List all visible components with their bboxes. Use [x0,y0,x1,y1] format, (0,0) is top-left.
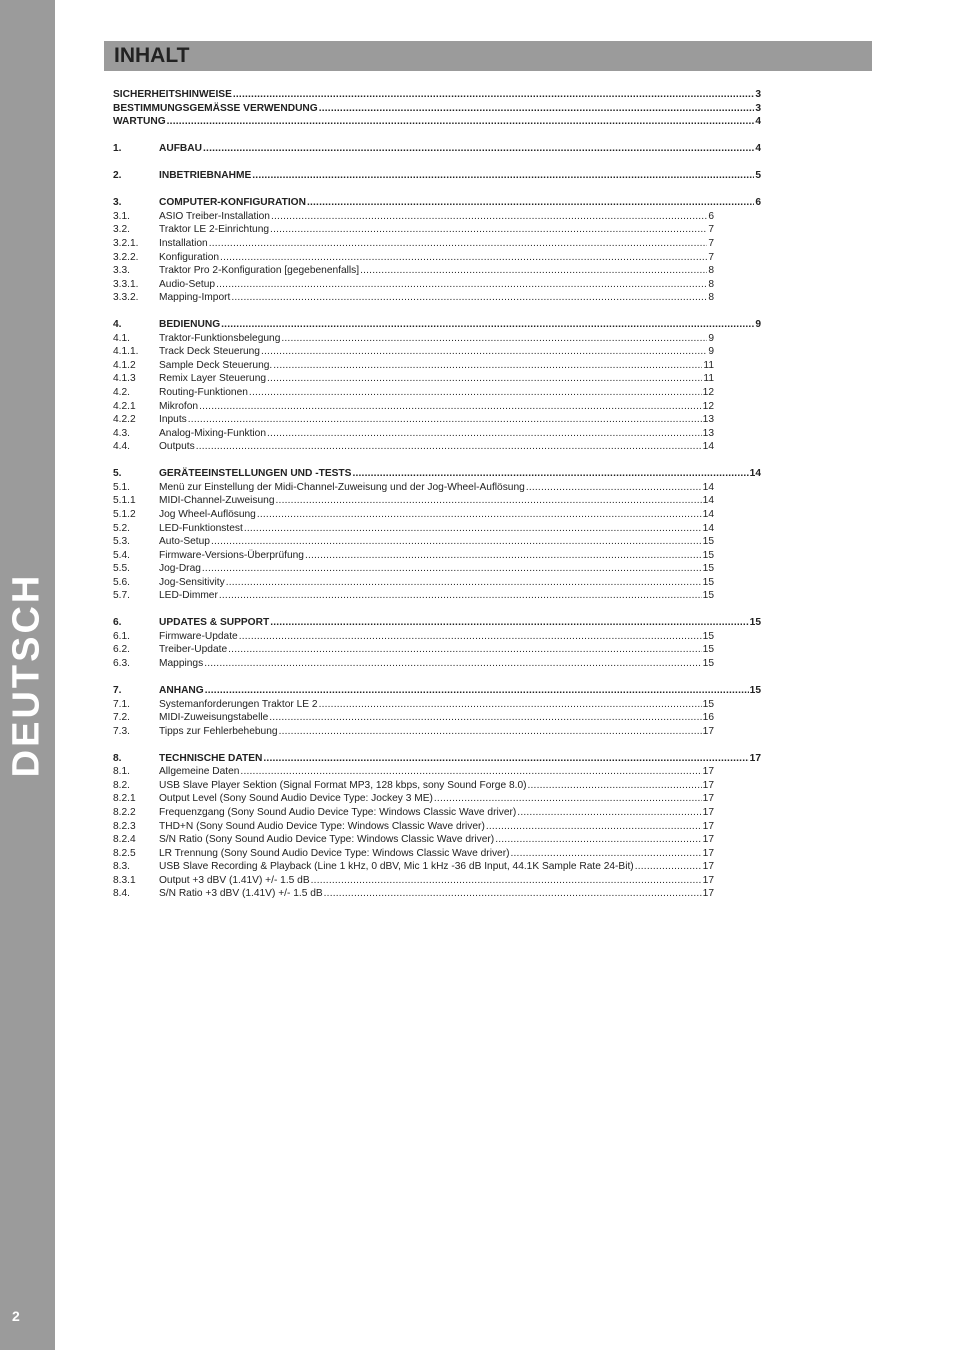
toc-entry[interactable] [113,400,714,414]
toc-entry-title: Traktor LE 2-Einrichtung [159,224,270,236]
toc-entry-title: Output Level (Sony Sound Audio Device Type: Jockey 3 ME) [159,793,433,805]
toc-entry-title: Treiber-Update [159,644,228,656]
toc-dot-leader [305,549,702,563]
toc-dot-leader [188,413,702,427]
toc-entry-page: 17 [702,806,714,818]
toc-dot-leader [228,643,702,657]
toc-entry-page: 15 [702,644,714,656]
toc-entry-number: 2. [113,170,122,182]
toc-entry-page: 9 [708,332,714,344]
toc-dot-leader [267,372,702,386]
toc-entry[interactable] [113,278,714,292]
toc-entry-number: 5.2. [113,522,130,534]
toc-entry-page: 8 [708,265,714,277]
toc-entry-number: 4.1.3 [113,373,136,385]
toc-dot-leader [202,562,702,576]
toc-entry[interactable] [113,264,714,278]
toc-entry-title: Installation [159,238,208,250]
toc-entry-page: 13 [702,427,714,439]
toc-dot-leader [220,251,707,265]
page-number: 2 [12,1308,20,1324]
toc-dot-leader [226,576,702,590]
toc-entry-page: 15 [749,617,761,629]
toc-entry-title: S/N Ratio +3 dBV (1.41V) +/- 1.5 dB [159,888,323,900]
toc-entry-page: 17 [702,779,714,791]
toc-entry[interactable] [113,820,714,834]
toc-entry-title: SICHERHEITSHINWEISE [113,89,232,100]
toc-entry-number: 3.2. [113,224,130,236]
toc-entry-number: 8.2.1 [113,793,136,805]
toc-entry-number: 6.1. [113,630,130,642]
toc-dot-leader [209,237,708,251]
toc-entry-title: ASIO Treiber-Installation [159,210,270,222]
toc-entry-page: 5 [755,170,761,182]
toc-entry[interactable] [113,765,714,779]
toc-entry-title: BESTIMMUNGSGEMÄSSE VERWENDUNG [113,102,318,114]
toc-dot-leader [233,88,754,102]
toc-entry-number: 3.3.2. [113,292,139,304]
toc-dot-leader [270,223,707,237]
toc-entry-number: 4.1. [113,332,130,344]
toc-entry-title: Traktor Pro 2-Konfiguration [gegebenenfalls] [159,265,360,277]
toc-entry-title: UPDATES & SUPPORT [159,617,270,629]
toc-entry-page: 17 [702,820,714,832]
toc-entry-page: 15 [702,549,714,561]
toc-entry-title: AUFBAU [159,143,203,155]
toc-dot-leader [239,630,702,644]
toc-entry-number: 4.3. [113,427,130,439]
toc-entry[interactable] [113,88,761,102]
toc-entry-title: Menü zur Einstellung der Midi-Channel-Zuweisung und der Jog-Wheel-Auflösung [159,481,525,493]
toc-entry-title: S/N Ratio (Sony Sound Audio Device Type: Windows Classic Wave driver) [159,834,495,846]
toc-entry[interactable] [113,386,714,400]
language-label: DEUTSCH [5,572,48,778]
toc-entry-title: Firmware-Update [159,630,238,642]
toc-entry-page: 17 [702,766,714,778]
toc-entry-number: 5.6. [113,576,130,588]
toc-dot-leader [281,332,707,346]
toc-entry[interactable] [113,372,714,386]
toc-entry-number: 4. [113,319,122,331]
toc-entry[interactable] [113,332,714,346]
section-header [104,41,872,71]
toc-entry-page: 6 [755,197,761,209]
toc-entry[interactable] [113,576,714,590]
toc-dot-leader [203,142,754,156]
language-sidebar [0,0,55,1350]
toc-entry-page: 7 [708,238,714,250]
toc-entry[interactable] [113,413,714,427]
toc-dot-leader [211,535,702,549]
toc-entry-number: 7.2. [113,712,130,724]
toc-dot-leader [324,887,702,901]
toc-entry-page: 4 [755,143,761,155]
toc-entry[interactable] [113,535,714,549]
toc-entry-title: Mikrofon [159,400,199,412]
toc-entry[interactable] [113,725,714,739]
toc-dot-leader [196,440,702,454]
toc-entry[interactable] [113,806,714,820]
toc-entry-page: 15 [702,698,714,710]
toc-entry-page: 11 [703,373,714,385]
toc-dot-leader [219,589,702,603]
toc-dot-leader [269,711,701,725]
toc-entry-title: Output +3 dBV (1.41V) +/- 1.5 dB [159,874,310,886]
toc-entry-title: ANHANG [159,685,204,697]
toc-entry-page: 17 [702,793,714,805]
toc-entry-page: 4 [755,116,761,128]
toc-entry-page: 14 [702,508,714,520]
toc-entry-number: 4.1.1. [113,346,139,358]
toc-entry-title: THD+N (Sony Sound Audio Device Type: Windows Classic Wave driver) [159,820,485,832]
toc-entry-number: 5.7. [113,590,130,602]
toc-entry[interactable] [113,291,714,305]
toc-entry-number: 3.2.2. [113,251,139,263]
toc-entry-page: 6 [708,210,714,222]
toc-dot-leader [271,210,707,224]
toc-entry-title: Mapping-Import [159,292,231,304]
toc-entry[interactable] [113,847,714,861]
toc-entry-title: Routing-Funktionen [159,387,248,399]
toc-entry-number: 6. [113,617,122,629]
toc-entry-page: 14 [702,441,714,453]
toc-entry-page: 14 [702,522,714,534]
toc-entry-number: 5. [113,468,122,480]
toc-entry-title: Auto-Setup [159,536,210,548]
toc-dot-leader [221,318,754,332]
toc-entry-title: Allgemeine Daten [159,766,240,778]
toc-entry-page: 14 [702,481,714,493]
toc-dot-leader [495,833,701,847]
toc-entry[interactable] [113,169,761,183]
toc-dot-leader [307,196,754,210]
toc-entry-number: 3.3.1. [113,278,139,290]
toc-entry-number: 8.3.1 [113,874,136,886]
toc-entry-title: INBETRIEBNAHME [159,170,252,182]
toc-entry-title: TECHNISCHE DATEN [159,752,263,764]
toc-entry-number: 7. [113,685,122,697]
toc-entry-number: 3.3. [113,265,130,277]
toc-entry[interactable] [113,237,714,251]
toc-entry-number: 3. [113,197,122,209]
page-title: INHALT [114,44,190,67]
toc-entry[interactable] [113,481,714,495]
toc-entry-number: 5.1.1 [113,495,136,507]
toc-entry-title: Konfiguration [159,251,220,263]
toc-entry[interactable] [113,223,714,237]
toc-entry-number: 5.5. [113,563,130,575]
toc-entry[interactable] [113,142,761,156]
toc-entry-number: 1. [113,143,122,155]
toc-entry-title: Frequenzgang (Sony Sound Audio Device Type: Windows Classic Wave driver) [159,806,517,818]
toc-dot-leader [273,359,702,373]
toc-entry-page: 9 [755,319,761,331]
toc-entry-page: 7 [708,224,714,236]
toc-entry-number: 8. [113,752,122,764]
toc-entry-number: 4.4. [113,441,130,453]
toc-entry-page: 9 [708,346,714,358]
toc-dot-leader [352,467,748,481]
toc-dot-leader [434,792,702,806]
toc-entry-page: 15 [702,576,714,588]
toc-entry[interactable] [113,345,714,359]
toc-entry-number: 8.2.4 [113,834,136,846]
toc-entry-number: 4.2.2 [113,414,136,426]
toc-entry[interactable] [113,467,761,481]
toc-entry-title: Track Deck Steuerung [159,346,260,358]
toc-dot-leader [319,698,702,712]
toc-dot-leader [276,494,702,508]
toc-entry[interactable] [113,684,761,698]
toc-dot-leader [216,278,707,292]
toc-entry-page: 3 [755,102,761,114]
toc-dot-leader [240,765,701,779]
toc-entry-title: Mappings [159,657,204,669]
toc-entry[interactable] [113,210,714,224]
toc-entry-title: USB Slave Recording & Playback (Line 1 kHz, 0 dBV, Mic 1 kHz -36 dB Input, 44.1K Sample Rate 24-Bit) [159,861,634,873]
toc-entry[interactable] [113,833,714,847]
toc-entry[interactable] [113,779,714,793]
toc-entry-title: Audio-Setup [159,278,216,290]
toc-dot-leader [486,820,702,834]
toc-entry-number: 3.2.1. [113,238,139,250]
toc-entry-title: MIDI-Zuweisungstabelle [159,712,269,724]
toc-entry-number: 8.4. [113,888,130,900]
toc-entry-page: 11 [703,359,714,371]
toc-entry-number: 8.3. [113,861,130,873]
toc-entry[interactable] [113,318,761,332]
toc-entry-title: Analog-Mixing-Funktion [159,427,267,439]
toc-entry-number: 3.1. [113,210,130,222]
toc-entry[interactable] [113,115,761,129]
toc-entry-number: 4.2.1 [113,400,136,412]
toc-entry-title: LED-Funktionstest [159,522,243,534]
toc-entry-page: 14 [749,468,761,480]
toc-entry-page: 15 [749,685,761,697]
toc-entry-page: 13 [702,414,714,426]
toc-entry-title: Jog Wheel-Auflösung [159,508,256,520]
toc-entry[interactable] [113,494,714,508]
toc-dot-leader [257,508,702,522]
toc-entry[interactable] [113,427,714,441]
toc-dot-leader [526,481,702,495]
toc-entry-page: 17 [702,888,714,900]
toc-dot-leader [528,779,702,793]
toc-dot-leader [311,874,702,888]
toc-dot-leader [270,616,748,630]
toc-entry-page: 12 [702,387,714,399]
table-of-contents [113,88,763,901]
toc-entry-number: 5.3. [113,536,130,548]
toc-entry-page: 3 [755,89,761,100]
toc-entry-title: Inputs [159,414,187,426]
toc-entry[interactable] [113,102,761,116]
toc-entry-title: Jog-Sensitivity [159,576,225,588]
toc-entry[interactable] [113,711,714,725]
toc-entry[interactable] [113,616,761,630]
toc-entry-number: 6.2. [113,644,130,656]
toc-entry-number: 8.1. [113,766,130,778]
toc-entry-title: Systemanforderungen Traktor LE 2 [159,698,318,710]
toc-entry[interactable] [113,752,761,766]
toc-entry-page: 12 [702,400,714,412]
toc-entry-title: Firmware-Versions-Überprüfung [159,549,304,561]
toc-entry[interactable] [113,860,714,874]
toc-entry[interactable] [113,887,714,901]
toc-entry-number: 8.2.5 [113,847,136,859]
toc-entry[interactable] [113,589,714,603]
toc-dot-leader [267,427,702,441]
toc-dot-leader [263,752,748,766]
toc-entry-page: 8 [708,278,714,290]
toc-entry-number: 4.1.2 [113,359,136,371]
toc-dot-leader [511,847,702,861]
toc-entry-title: Tipps zur Fehlerbehebung [159,725,278,737]
toc-dot-leader [249,386,702,400]
toc-entry-title: Jog-Drag [159,563,201,575]
toc-entry-number: 5.1.2 [113,508,136,520]
toc-dot-leader [231,291,707,305]
toc-entry[interactable] [113,657,714,671]
toc-entry-page: 17 [702,834,714,846]
toc-entry-page: 17 [702,861,714,873]
toc-entry[interactable] [113,698,714,712]
toc-entry-page: 17 [702,847,714,859]
toc-entry[interactable] [113,251,714,265]
toc-entry-page: 17 [702,874,714,886]
toc-entry-page: 15 [702,590,714,602]
toc-entry-number: 8.2.3 [113,820,136,832]
toc-entry-page: 14 [702,495,714,507]
toc-entry-number: 7.1. [113,698,130,710]
toc-entry[interactable] [113,196,761,210]
toc-dot-leader [517,806,701,820]
toc-entry-page: 15 [702,563,714,575]
toc-entry-page: 17 [702,725,714,737]
toc-entry[interactable] [113,508,714,522]
toc-dot-leader [204,657,701,671]
toc-entry-title: COMPUTER-KONFIGURATION [159,197,306,209]
toc-entry-number: 6.3. [113,657,130,669]
toc-dot-leader [167,115,755,129]
toc-entry-title: Sample Deck Steuerung. [159,359,273,371]
toc-entry-title: MIDI-Channel-Zuweisung [159,495,275,507]
toc-entry-title: BEDIENUNG [159,319,221,331]
toc-entry-number: 8.2. [113,779,130,791]
toc-dot-leader [199,400,702,414]
toc-entry-page: 17 [749,752,761,764]
toc-entry[interactable] [113,440,714,454]
toc-entry-title: Outputs [159,441,195,453]
toc-dot-leader [319,102,755,116]
toc-entry[interactable] [113,630,714,644]
toc-entry-title: LED-Dimmer [159,590,218,602]
toc-entry-number: 8.2.2 [113,806,136,818]
toc-entry-number: 7.3. [113,725,130,737]
toc-entry[interactable] [113,549,714,563]
toc-entry-number: 5.4. [113,549,130,561]
toc-dot-leader [279,725,702,739]
toc-dot-leader [360,264,707,278]
toc-entry[interactable] [113,522,714,536]
toc-entry-page: 8 [708,292,714,304]
toc-entry-title: GERÄTEEINSTELLUNGEN UND -TESTS [159,468,352,480]
toc-entry[interactable] [113,359,714,373]
toc-entry-title: LR Trennung (Sony Sound Audio Device Type: Windows Classic Wave driver) [159,847,510,859]
toc-entry[interactable] [113,792,714,806]
toc-entry[interactable] [113,874,714,888]
toc-dot-leader [635,860,702,874]
toc-entry-title: WARTUNG [113,116,166,128]
toc-entry-page: 15 [702,536,714,548]
toc-entry-title: Remix Layer Steuerung [159,373,267,385]
toc-entry-page: 7 [708,251,714,263]
toc-entry-number: 4.2. [113,387,130,399]
toc-entry-number: 5.1. [113,481,130,493]
toc-entry-page: 15 [702,630,714,642]
toc-entry[interactable] [113,562,714,576]
toc-dot-leader [261,345,707,359]
toc-entry[interactable] [113,643,714,657]
toc-entry-title: USB Slave Player Sektion (Signal Format MP3, 128 kbps, sony Sound Forge 8.0) [159,779,527,791]
toc-entry-page: 16 [702,712,714,724]
toc-dot-leader [244,522,702,536]
toc-entry-page: 15 [702,657,714,669]
toc-dot-leader [252,169,754,183]
toc-dot-leader [205,684,749,698]
toc-entry-title: Traktor-Funktionsbelegung [159,332,281,344]
